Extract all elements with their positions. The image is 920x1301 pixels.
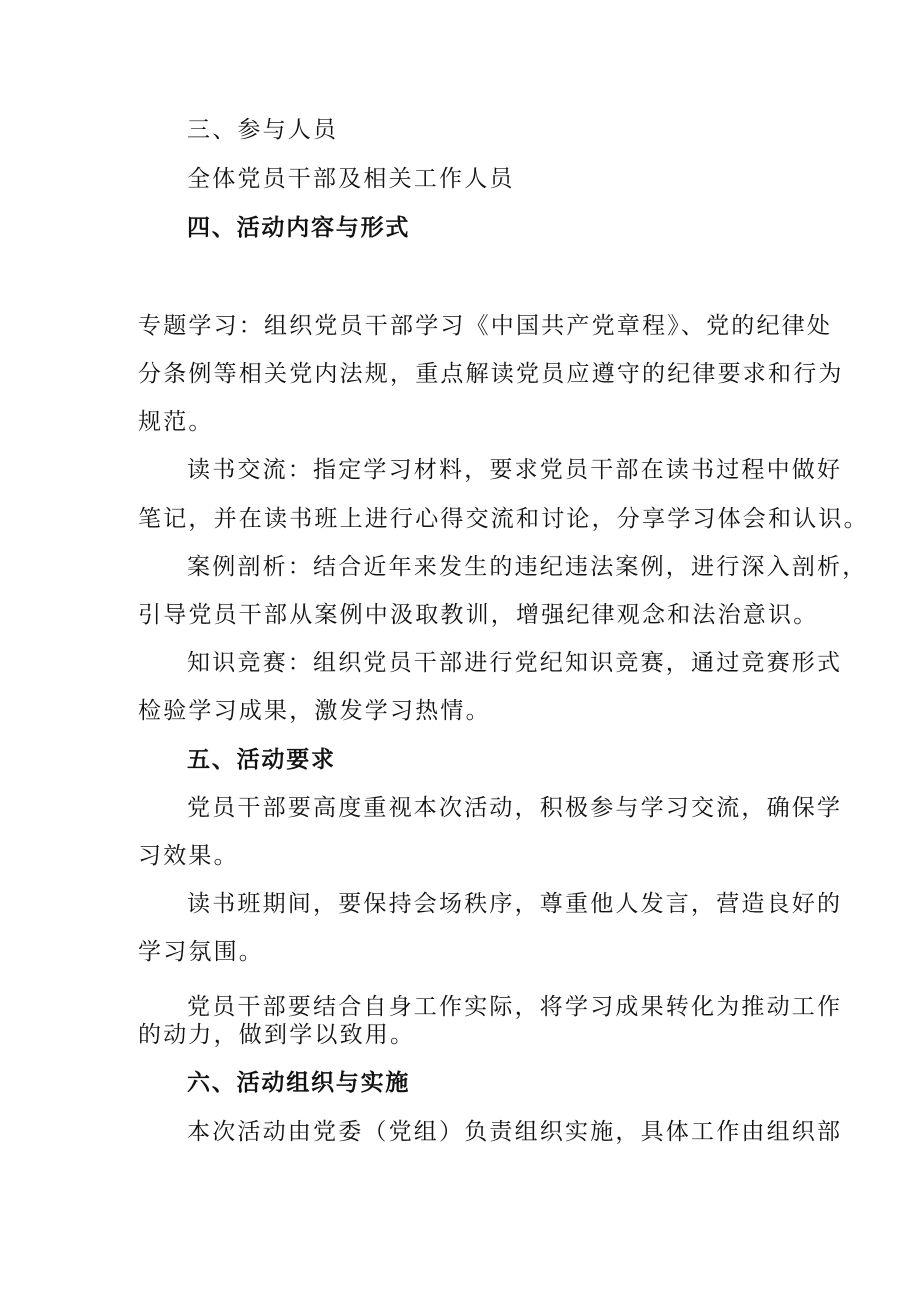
study-paragraph-line-1: 专题学习：组织党员干部学习《中国共产党章程》、党的纪律处 [138,313,833,339]
requirement-1-line-2: 习效果。 [138,843,239,869]
cases-paragraph-line-1: 案例剖析：结合近年来发生的违纪违法案例，进行深入剖析， [187,554,868,580]
section-6-heading: 六、活动组织与实施 [187,1070,411,1096]
organization-paragraph-line-1: 本次活动由党委（党组）负责组织实施，具体工作由组织部 [187,1119,843,1145]
quiz-paragraph-line-2: 检验学习成果，激发学习热情。 [138,698,491,724]
requirement-2-line-2: 学习氛围。 [138,939,264,965]
study-paragraph-line-3: 规范。 [138,409,214,435]
section-4-heading: 四、活动内容与形式 [187,215,411,241]
requirement-3-line-2: 的动力，做到学以致用。 [138,1022,416,1048]
section-3-heading: 三、参与人员 [187,117,339,143]
section-5-heading: 五、活动要求 [187,747,336,773]
study-paragraph-line-2: 分条例等相关党内法规，重点解读党员应遵守的纪律要求和行为 [138,361,844,387]
quiz-paragraph-line-1: 知识竞赛：组织党员干部进行党纪知识竞赛，通过竞赛形式 [187,650,843,676]
section-3-body: 全体党员干部及相关工作人员 [187,166,515,192]
reading-paragraph-line-2: 笔记，并在读书班上进行心得交流和讨论，分享学习体会和认识。 [138,506,869,532]
reading-paragraph-line-1: 读书交流：指定学习材料，要求党员干部在读书过程中做好 [187,457,843,483]
requirement-2-line-1: 读书班期间，要保持会场秩序，尊重他人发言，营造良好的 [187,891,843,917]
cases-paragraph-line-2: 引导党员干部从案例中汲取教训，增强纪律观念和法治意识。 [138,602,819,628]
requirement-3-line-1: 党员干部要结合自身工作实际，将学习成果转化为推动工作 [187,994,843,1020]
requirement-1-line-1: 党员干部要高度重视本次活动，积极参与学习交流，确保学 [187,795,843,821]
